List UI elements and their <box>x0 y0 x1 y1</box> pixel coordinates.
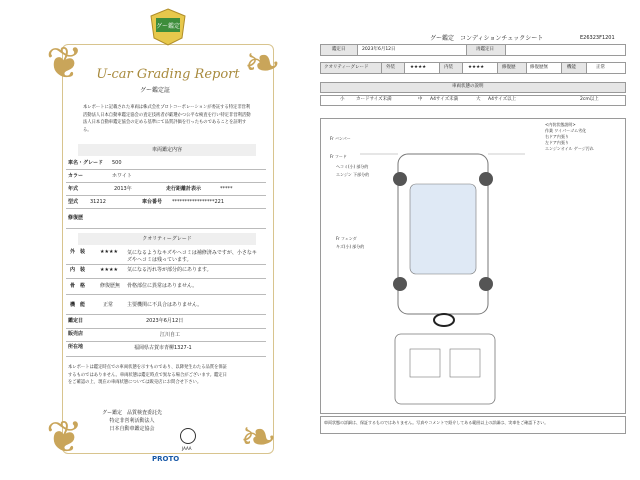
vehicle-section-heading: 車両鑑定内容 <box>78 144 256 156</box>
year-value: 2013年 <box>114 186 132 192</box>
vin-label: 車台番号 <box>142 199 163 205</box>
legend-item: 大 <box>476 97 481 102</box>
color-value: ホワイト <box>112 173 132 179</box>
grade-label: 外 装 <box>70 249 86 255</box>
shop-value: 江川自工 <box>160 332 181 338</box>
appraisal-date-value: 2023年6月12日 <box>146 318 184 324</box>
interior-note: 左ドア内張り <box>545 140 569 145</box>
sheet-grade-value: 修復歴無 <box>530 65 548 70</box>
interior-note: 作業 ワイパーゴム劣化 <box>545 128 587 133</box>
jaaa-emblem-icon <box>180 428 196 444</box>
address-value: 福岡県古賀市青柳1327-1 <box>134 345 192 351</box>
sheet-redate-label: 再鑑定日 <box>476 47 494 52</box>
divider <box>66 341 266 342</box>
sheet-grade-label: 修復歴 <box>502 65 516 70</box>
sheet-grade-label: 内装 <box>444 65 453 70</box>
divider <box>66 169 266 170</box>
divider <box>66 356 266 357</box>
car-name-label: 車名・グレード <box>68 160 104 166</box>
ornament-bottom-left: ❦ <box>46 412 83 463</box>
certificate-bottom-note: 本レポートは鑑定時点での車両状態を示すものであり、以降発生わたる品質を保証するものではありません。車両状態は鑑定時点で異なる場合がございます。鑑定日をご確認の上、現在の車両状態については販売店にお問合せ下さい。 <box>68 365 227 386</box>
color-label: カラー <box>68 173 84 179</box>
divider <box>66 195 266 196</box>
model-value: 31212 <box>90 199 106 205</box>
condition-title: 車両状態の説明 <box>452 84 484 89</box>
divider <box>66 264 266 265</box>
divider <box>66 294 266 295</box>
sheet-grade-value: ★★★★ <box>468 65 485 70</box>
sheet-title: グー鑑定 コンディションチェックシート <box>430 35 544 42</box>
legend-item: カードサイズ未満 <box>356 97 392 102</box>
divider <box>66 278 266 279</box>
divider <box>66 182 266 183</box>
divider <box>66 328 266 329</box>
damage-note: Fr フード <box>330 154 347 159</box>
sheet-grade-label: 機能 <box>567 65 576 70</box>
certificate-script-title: U-car Grading Report <box>96 67 240 82</box>
signature-line: グー鑑定 品質検査委託先 <box>101 410 162 416</box>
level-label: 2cm以上 <box>580 97 599 102</box>
grade-desc: 主要機関に不具合はありません。 <box>127 302 203 308</box>
damage-note: エンジン 下部分的 <box>336 172 370 177</box>
mileage-label: 走行距離計表示 <box>166 186 202 192</box>
grade-desc: 骨格部位に異常はありません。 <box>127 283 198 289</box>
car-name-value: 500 <box>112 160 122 166</box>
grade-label: 骨 格 <box>70 283 86 289</box>
grade-stars: ★★★★ <box>100 249 118 255</box>
model-label: 型式 <box>68 199 79 205</box>
sheet-date-value: 2023年6月12日 <box>362 47 396 52</box>
quality-section-heading: クオリティーグレード <box>78 233 256 245</box>
car-diagram-icon <box>340 124 540 414</box>
redate-value-cell <box>505 44 626 56</box>
interior-note: エンジンオイル ゲージ汚れ <box>545 146 594 151</box>
grade-label: 内 装 <box>70 267 86 273</box>
grade-label: 機 能 <box>70 302 86 308</box>
vin-value: *****************221 <box>172 199 225 205</box>
damage-note: ヘコミ(小) 部分的 <box>336 164 369 169</box>
divider <box>66 228 266 229</box>
grade-stars: 修復歴無 <box>100 283 121 289</box>
legend-item: A4サイズ未満 <box>430 97 459 102</box>
certificate-intro: 本レポートに記載された車両は株式会社プロトコーポレーションが委託する特定非営利活動法人日本自動車鑑定協会の査定技術者が厳選かつ公平な検査を行い特定非営利活動法人日本自動車鑑定協会の定める基準にて品質評価を行ったものであることを証明する。 <box>83 105 251 133</box>
sheet-grade-value: ★★★★ <box>410 65 427 70</box>
grade-value-cell <box>586 62 626 74</box>
interior-note: <内装状態説明> <box>545 122 576 127</box>
address-label: 所在地 <box>68 344 84 350</box>
ornament-bottom-right: ❧ <box>240 412 277 463</box>
sheet-grade-value: 正常 <box>596 65 605 70</box>
proto-logo: PROTO <box>152 455 180 463</box>
damage-note: Fr バンパー <box>330 136 351 141</box>
appraisal-date-label: 鑑定日 <box>68 318 84 324</box>
jaaa-label: JAAA <box>182 446 192 451</box>
ornament-top-right: ❧ <box>244 38 281 89</box>
sheet-date-label: 鑑定日 <box>332 47 346 52</box>
grade-stars: 正常 <box>103 302 114 308</box>
damage-note: キズ(小) 部分的 <box>336 244 365 249</box>
legend-item: 中 <box>418 97 423 102</box>
year-label: 年式 <box>68 186 79 192</box>
quality-label: クオリティーグレード <box>324 65 369 70</box>
grade-desc: 気になる汚れ等が部分的にあります。 <box>127 267 212 273</box>
sheet-id: E26323F1201 <box>580 35 615 41</box>
divider <box>66 208 266 209</box>
sheet-grade-label: 外装 <box>386 65 395 70</box>
footer-note-box <box>320 416 626 434</box>
logo-label: グー鑑定 <box>155 23 181 30</box>
repair-label: 修復歴 <box>68 215 84 221</box>
legend-item: 小 <box>340 97 345 102</box>
legend-item: A4サイズ以上 <box>488 97 517 102</box>
grade-desc: 気になるようなキズやヘコミは補修済みですが、小さなキズやヘコミは残っています。 <box>127 250 257 263</box>
divider <box>66 314 266 315</box>
signature-line: 特定非営利活動法人 <box>109 418 155 424</box>
mileage-value: ***** <box>220 186 233 192</box>
shop-label: 販売店 <box>68 331 84 337</box>
footer-note: 車両状態の詳細は、保証するものではありません。写真やコメントで紹介してある範囲以上の詳細は、実車をご確認下さい。 <box>324 420 549 425</box>
ornament-top-left: ❦ <box>46 38 83 89</box>
interior-note: 右ドア内張り <box>545 134 569 139</box>
certificate-subtitle: グー鑑定証 <box>140 87 171 94</box>
damage-note: Fr フェンダ <box>336 236 357 241</box>
signature-line: 日本自動車鑑定協会 <box>109 426 155 432</box>
goo-appraisal-logo-icon <box>150 8 186 46</box>
grade-stars: ★★★★ <box>100 267 118 273</box>
